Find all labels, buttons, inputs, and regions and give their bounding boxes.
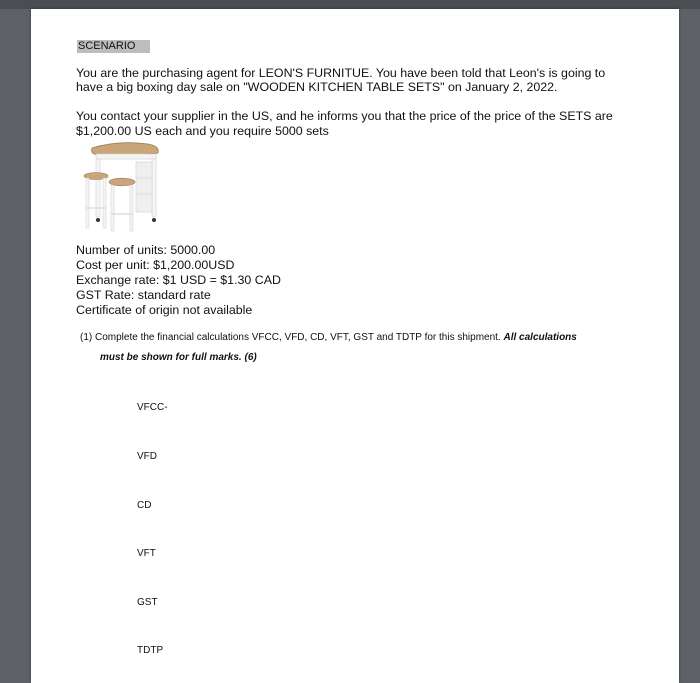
answer-label-vfcc: VFCC- (137, 402, 168, 413)
answer-label-gst: GST (137, 597, 158, 608)
intro-line-2: have a big boxing day sale on "WOODEN KITCHEN TABLE SETS" on January 2, 2022. (76, 80, 558, 94)
scenario-label: SCENARIO (77, 40, 150, 53)
shipment-facts (76, 243, 281, 318)
question-line-2 (80, 348, 577, 368)
supplier-line-2: $1,200.00 US each and you require 5000 sets (76, 124, 329, 138)
question-marks: (6) (244, 352, 257, 363)
answer-label-vft: VFT (137, 548, 156, 559)
fact-gst: GST Rate: standard rate (76, 288, 211, 302)
fact-exchange: Exchange rate: $1 USD = $1.30 CAD (76, 273, 281, 287)
question-1 (80, 328, 577, 368)
answer-label-vfd: VFD (137, 451, 157, 462)
fact-units: Number of units: 5000.00 (76, 243, 216, 257)
question-emphasis-2: must be shown for full marks. (100, 352, 242, 363)
viewer-top-bar (0, 0, 700, 9)
supplier-line-1: You contact your supplier in the US, and he informs you that the price of the price of the SETS are (76, 109, 613, 123)
fact-cost: Cost per unit: $1,200.00USD (76, 258, 235, 272)
answer-label-tdtp: TDTP (137, 645, 164, 656)
answer-label-cd: CD (137, 500, 152, 511)
kitchen-table-set-image (78, 138, 164, 233)
document-page (31, 9, 679, 683)
question-text: (1) Complete the financial calculations VFCC, VFD, CD, VFT, GST and TDTP for this shipment. (80, 332, 504, 343)
question-emphasis: All calculations (503, 332, 577, 343)
intro-line-1: You are the purchasing agent for LEON'S FURNITUE. You have been told that Leon's is going to (76, 66, 606, 80)
fact-certificate: Certificate of origin not available (76, 303, 253, 317)
question-line-1 (80, 328, 577, 348)
